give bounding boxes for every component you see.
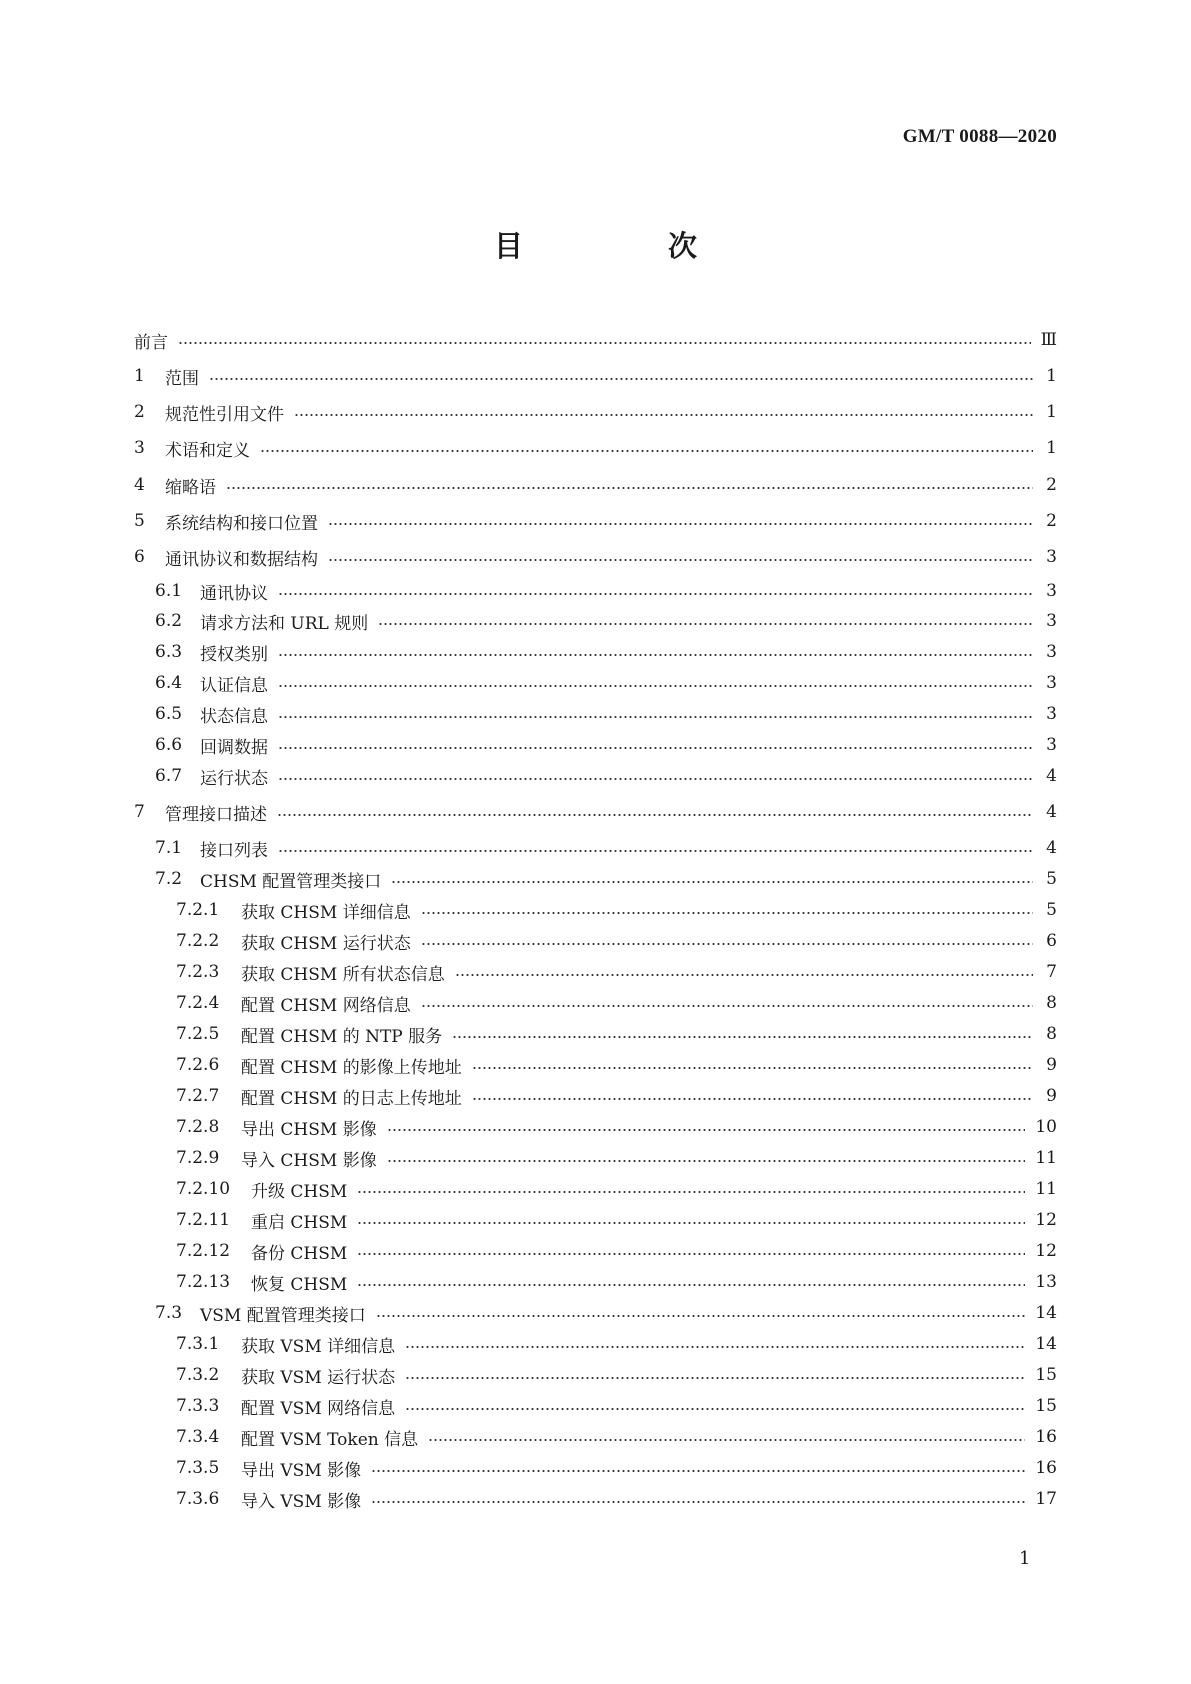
dot-leader (260, 450, 1033, 452)
toc-entry-number: 4 (134, 475, 145, 495)
dot-leader (387, 1160, 1026, 1162)
toc-entry-page: 16 (1035, 1427, 1057, 1447)
toc-entry-page: 13 (1035, 1272, 1057, 1292)
dot-leader (405, 1346, 1025, 1348)
toc-entry-number: 2 (134, 402, 145, 422)
toc-entry (155, 701, 1057, 727)
toc-entry-title: 重启 CHSM (251, 1212, 348, 1233)
toc-entry-page: 4 (1046, 802, 1057, 822)
toc-entry-title: CHSM 配置管理类接口 (200, 871, 382, 892)
toc-entry-page: 3 (1046, 547, 1057, 567)
standard-code: GM/T 0088—2020 (902, 126, 1057, 147)
toc-entry-title: 认证信息 (200, 675, 268, 696)
toc-entry-title: 获取 CHSM 所有状态信息 (241, 964, 445, 985)
toc-entry-number: 6.6 (155, 735, 183, 755)
toc-entry-number: 7.3.2 (176, 1365, 220, 1385)
toc-entry-title: 回调数据 (200, 737, 268, 758)
dot-leader (405, 1377, 1025, 1379)
toc-entry (134, 327, 1057, 353)
toc-entry-page: 10 (1035, 1117, 1057, 1137)
toc-entry-page: 3 (1046, 735, 1057, 755)
toc-entry-page: 9 (1046, 1055, 1057, 1075)
dot-leader (391, 881, 1033, 883)
toc-entry (155, 608, 1057, 634)
toc-entry-title: 前言 (134, 332, 168, 353)
toc-entry-page: 3 (1046, 611, 1057, 631)
dot-leader (178, 342, 1031, 344)
toc-entry-title: 术语和定义 (165, 440, 250, 461)
toc-entry-number: 3 (134, 438, 145, 458)
toc-entry-title: 获取 CHSM 详细信息 (241, 902, 411, 923)
toc-entry (176, 1052, 1057, 1078)
toc-entry-number: 7.3.6 (176, 1489, 220, 1509)
toc-entry-title: 请求方法和 URL 规则 (200, 613, 369, 634)
toc-entry-number: 7.3.3 (176, 1396, 220, 1416)
toc-entry (176, 1424, 1057, 1450)
toc-entry (155, 732, 1057, 758)
dot-leader (387, 1129, 1026, 1131)
toc-entry-title: 导出 VSM 影像 (241, 1460, 362, 1481)
toc-entry (134, 472, 1057, 498)
toc-entry-number: 7.2.9 (176, 1148, 220, 1168)
toc-entry-number: 6.5 (155, 704, 183, 724)
toc-entry-number: 7.2.3 (176, 962, 220, 982)
toc-entry (176, 1362, 1057, 1388)
toc-entry-number: 7.3.1 (176, 1334, 220, 1354)
dot-leader (278, 685, 1033, 687)
toc-entry (176, 1145, 1057, 1171)
dot-leader (278, 778, 1033, 780)
dot-leader (278, 850, 1033, 852)
dot-leader (278, 716, 1033, 718)
toc-entry-title: 接口列表 (200, 840, 268, 861)
toc-entry-title: 获取 CHSM 运行状态 (241, 933, 411, 954)
toc-entry (155, 835, 1057, 861)
page-number: 1 (1019, 1548, 1031, 1569)
dot-leader (357, 1253, 1025, 1255)
toc-entry-page: 15 (1035, 1396, 1057, 1416)
toc-entry-title: 范围 (165, 368, 199, 389)
toc-entry (155, 763, 1057, 789)
toc-entry-title: 授权类别 (200, 644, 268, 665)
toc-entry-title: 导入 VSM 影像 (241, 1491, 362, 1512)
toc-entry (155, 1300, 1057, 1326)
dot-leader (371, 1470, 1025, 1472)
toc-entry (155, 578, 1057, 604)
toc-entry (134, 399, 1057, 425)
toc-entry (176, 1021, 1057, 1047)
toc-entry-page: 1 (1046, 438, 1057, 458)
toc-entry-number: 7.2.8 (176, 1117, 220, 1137)
toc-entry-page: 15 (1035, 1365, 1057, 1385)
toc-entry-page: 14 (1035, 1334, 1057, 1354)
toc-entry-title: 导入 CHSM 影像 (241, 1150, 377, 1171)
toc-entry (176, 1393, 1057, 1419)
toc-entry-number: 7.2.4 (176, 993, 220, 1013)
dot-leader (294, 414, 1033, 416)
toc-entry-page: 16 (1035, 1458, 1057, 1478)
toc-entry (134, 508, 1057, 534)
dot-leader (472, 1098, 1033, 1100)
toc-entry (176, 1176, 1057, 1202)
toc-entry-page: 8 (1046, 1024, 1057, 1044)
toc-entry (176, 1238, 1057, 1264)
toc-entry (134, 544, 1057, 570)
dot-leader (277, 814, 1033, 816)
toc-entry-title: 配置 VSM Token 信息 (241, 1429, 419, 1450)
toc-entry-title: 规范性引用文件 (165, 404, 284, 425)
toc-entry-page: 4 (1046, 838, 1057, 858)
toc-entry-title: 缩略语 (165, 477, 216, 498)
toc-entry-page: 9 (1046, 1086, 1057, 1106)
toc-entry-number: 7.1 (155, 838, 183, 858)
page-title: 目 次 (493, 229, 755, 263)
toc-entry (176, 959, 1057, 985)
toc-entry (155, 866, 1057, 892)
toc-entry-page: 2 (1046, 511, 1057, 531)
toc-entry-title: VSM 配置管理类接口 (200, 1305, 366, 1326)
dot-leader (278, 593, 1033, 595)
dot-leader (421, 912, 1033, 914)
toc-entry-page: 3 (1046, 673, 1057, 693)
toc-entry-number: 1 (134, 366, 145, 386)
toc-entry-page: 7 (1046, 962, 1057, 982)
toc-entry-title: 通讯协议 (200, 583, 268, 604)
dot-leader (378, 623, 1033, 625)
toc-entry-page: 2 (1046, 475, 1057, 495)
toc-entry-number: 7.3.4 (176, 1427, 220, 1447)
dot-leader (472, 1067, 1033, 1069)
toc-entry-title: 配置 CHSM 网络信息 (241, 995, 411, 1016)
dot-leader (405, 1408, 1025, 1410)
toc-entry-number: 5 (134, 511, 145, 531)
toc-entry-title: 导出 CHSM 影像 (241, 1119, 377, 1140)
toc-entry-page: 17 (1035, 1489, 1057, 1509)
toc-entry-title: 备份 CHSM (251, 1243, 348, 1264)
toc-entry-page: 11 (1035, 1179, 1057, 1199)
toc-entry-page: 5 (1046, 869, 1057, 889)
toc-entry-title: 通讯协议和数据结构 (165, 549, 318, 570)
toc-entry-title: 恢复 CHSM (251, 1274, 348, 1295)
dot-leader (376, 1315, 1026, 1317)
toc-entry-number: 6 (134, 547, 145, 567)
toc-entry-number: 7.2.1 (176, 900, 220, 920)
dot-leader (357, 1284, 1025, 1286)
toc-entry-page: 3 (1046, 581, 1057, 601)
toc-entry (134, 363, 1057, 389)
toc-entry-page: 4 (1046, 766, 1057, 786)
toc-entry (176, 1083, 1057, 1109)
toc-entry-title: 系统结构和接口位置 (165, 513, 318, 534)
toc-entry-page: Ⅲ (1040, 330, 1057, 350)
toc-entry-number: 6.3 (155, 642, 183, 662)
toc-entry-number: 7.3 (155, 1303, 183, 1323)
toc-entry-number: 7.2.12 (176, 1241, 231, 1261)
toc-entry (176, 1331, 1057, 1357)
toc-entry-number: 7.2.11 (176, 1210, 231, 1230)
toc-entry (155, 639, 1057, 665)
toc-entry-page: 3 (1046, 642, 1057, 662)
toc-entry-title: 获取 VSM 运行状态 (241, 1367, 396, 1388)
toc-entry-page: 14 (1035, 1303, 1057, 1323)
toc-entry (176, 1207, 1057, 1233)
toc-entry-number: 7.3.5 (176, 1458, 220, 1478)
dot-leader (357, 1191, 1025, 1193)
toc-entry-page: 8 (1046, 993, 1057, 1013)
toc-entry (176, 1486, 1057, 1512)
toc-entry (134, 435, 1057, 461)
dot-leader (328, 559, 1033, 561)
toc-entry (155, 670, 1057, 696)
toc-entry-number: 6.1 (155, 581, 183, 601)
toc-entry-number: 6.2 (155, 611, 183, 631)
dot-leader (278, 654, 1033, 656)
toc-entry-number: 7.2.7 (176, 1086, 220, 1106)
toc-entry-page: 11 (1035, 1148, 1057, 1168)
toc-entry-number: 7.2 (155, 869, 183, 889)
dot-leader (371, 1501, 1025, 1503)
toc-entry-number: 6.7 (155, 766, 183, 786)
toc-entry (176, 897, 1057, 923)
toc-entry-page: 12 (1035, 1241, 1057, 1261)
toc-entry-page: 1 (1046, 366, 1057, 386)
toc-entry-page: 12 (1035, 1210, 1057, 1230)
dot-leader (428, 1439, 1025, 1441)
toc-entry-number: 7.2.2 (176, 931, 220, 951)
toc-entry-title: 配置 CHSM 的 NTP 服务 (241, 1026, 443, 1047)
toc-entry-page: 1 (1046, 402, 1057, 422)
toc-entry-number: 7.2.5 (176, 1024, 220, 1044)
dot-leader (278, 747, 1033, 749)
toc-entry-title: 配置 VSM 网络信息 (241, 1398, 396, 1419)
toc-entry-number: 7 (134, 802, 145, 822)
dot-leader (209, 378, 1033, 380)
toc-entry-page: 5 (1046, 900, 1057, 920)
dot-leader (455, 974, 1033, 976)
toc-entry-title: 升级 CHSM (251, 1181, 348, 1202)
toc-entry (176, 1114, 1057, 1140)
toc-entry (176, 1269, 1057, 1295)
toc-entry-number: 6.4 (155, 673, 183, 693)
dot-leader (421, 1005, 1033, 1007)
toc-entry (176, 1455, 1057, 1481)
toc-entry (176, 928, 1057, 954)
toc-entry-number: 7.2.10 (176, 1179, 231, 1199)
dot-leader (226, 487, 1033, 489)
toc-entry-title: 配置 CHSM 的日志上传地址 (241, 1088, 462, 1109)
toc-entry (134, 799, 1057, 825)
toc-entry-page: 3 (1046, 704, 1057, 724)
dot-leader (452, 1036, 1033, 1038)
toc-entry-title: 配置 CHSM 的影像上传地址 (241, 1057, 462, 1078)
toc-entry-title: 管理接口描述 (165, 804, 267, 825)
dot-leader (421, 943, 1033, 945)
dot-leader (328, 523, 1033, 525)
toc-entry-number: 7.2.6 (176, 1055, 220, 1075)
toc-entry (176, 990, 1057, 1016)
toc-entry-title: 获取 VSM 详细信息 (241, 1336, 396, 1357)
dot-leader (357, 1222, 1025, 1224)
toc-entry-title: 运行状态 (200, 768, 268, 789)
toc-entry-page: 6 (1046, 931, 1057, 951)
toc-entry-title: 状态信息 (200, 706, 268, 727)
toc-entry-number: 7.2.13 (176, 1272, 231, 1292)
